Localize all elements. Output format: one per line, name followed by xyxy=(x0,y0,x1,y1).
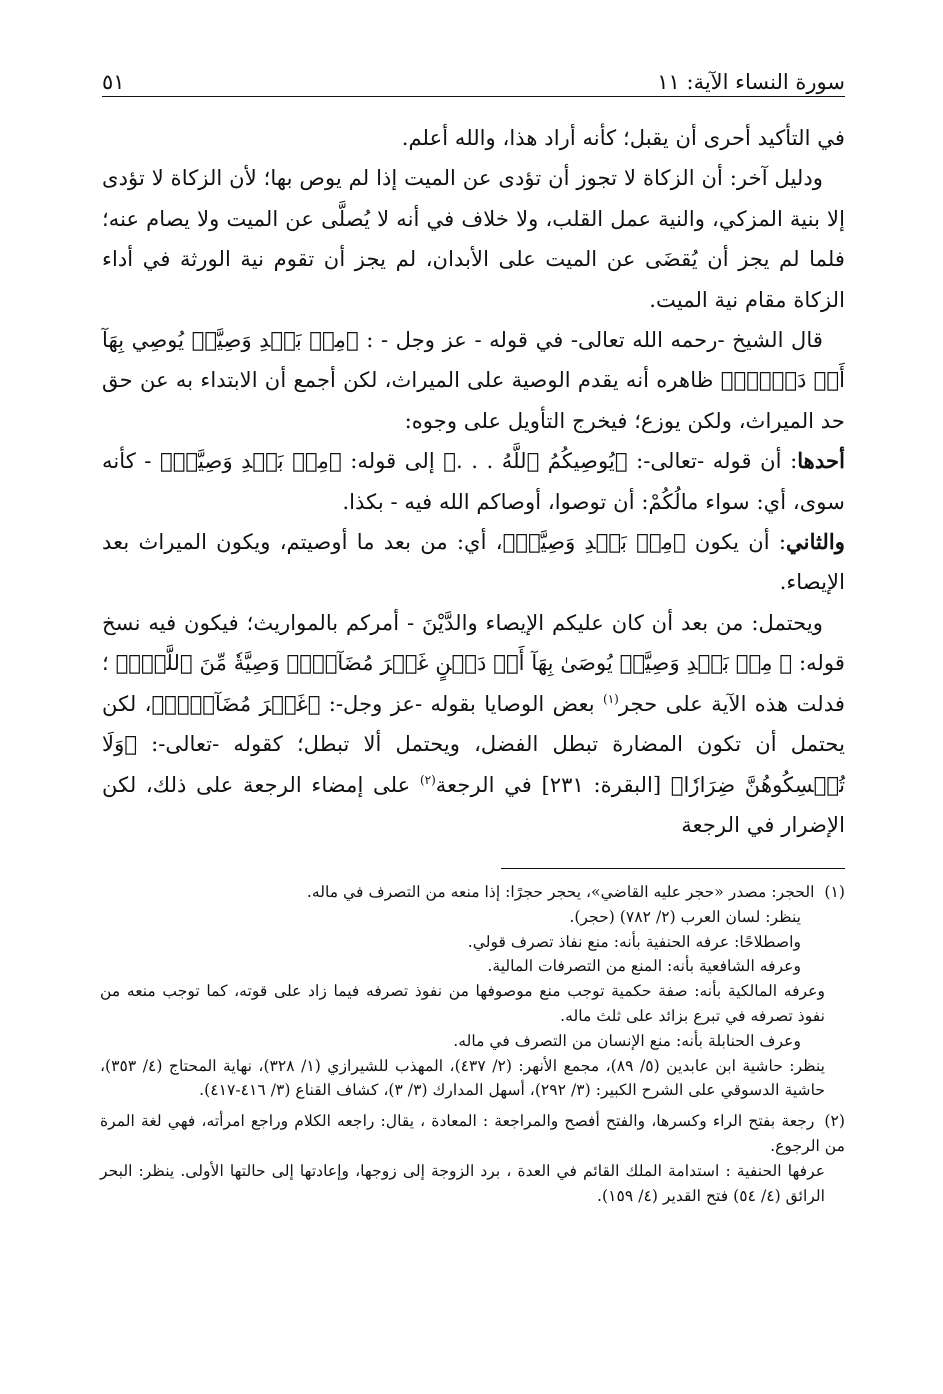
quran-verse: ﴿وَلَا تُمۡسِكُوهُنَّ ضِرَارٗا﴾ xyxy=(102,731,845,797)
page-number: ٥١ xyxy=(102,70,125,94)
footnote-number: (٢) xyxy=(824,1112,845,1131)
footnote xyxy=(100,1109,845,1159)
paragraph-text: ، لكن يحتمل أن تكون المضارة تبطل الفضل، ويحتمل ألا تبطل؛ كقوله -تعالى-: xyxy=(102,690,845,757)
footnote-text: رجعة بفتح الراء وكسرها، والفتح أفصح والمراجعة : المعادة ، يقال: راجعه الكلام وراجع امرأته، فهي لغة المرة من الرجوع. xyxy=(100,1112,845,1155)
footnote-line: وعرفه المالكية بأنه: صفة حكمية توجب منع موصوفها من نفوذ تصرفه فيما زاد على قوته، كما توجب منعه من نفوذ تصرفه في تبرع بزائد على ثلث ماله. xyxy=(100,982,825,1025)
footnote-ref[interactable]: (١) xyxy=(603,691,619,706)
paragraph-text: بعض الوصايا بقوله -عز وجل-: xyxy=(328,690,595,716)
quran-verse: ﴿مِنۢ بَعۡدِ وَصِيَّةٖ﴾ xyxy=(502,529,686,555)
footnote-separator xyxy=(501,868,845,869)
header-rule xyxy=(102,96,845,97)
quran-verse: ﴿مِنۢ بَعۡدِ وَصِيَّةٖ يُوصِي بِهَآ أَوۡ دَيۡنٍۗ﴾ xyxy=(102,327,845,393)
footnote xyxy=(100,880,845,905)
paragraph-text: ودليل آخر: أن الزكاة لا تجوز أن تؤدى عن الميت إذا لم يوص بها؛ لأن الزكاة لا تؤدى إلا بنية المزكي، والنية عمل القلب، ولا خلاف في أنه لا يُصلَّى عن الميت ولا يصام عنه؛ فلما لم يجز أن يُقضَى عن الميت على الأبدان، لم يجز أن تقوم نية الورثة في أداء الزكاة مقام نية الميت. xyxy=(102,165,845,312)
paragraph-text: [البقرة: ٢٣١] في الرجعة xyxy=(435,771,662,797)
paragraph xyxy=(102,158,845,320)
footnote-line: واصطلاحًا: عرفه الحنفية بأنه: منع نفاذ تصرف قولي. xyxy=(467,932,801,951)
paragraph-text: ويحتمل: من بعد أن كان عليكم الإيصاء والدَّيْنَ - أمركم بالمواريث؛ فيكون فيه نسخ قوله: xyxy=(102,609,845,676)
footnote-ref[interactable]: (٢) xyxy=(419,772,436,787)
footnote-number: (١) xyxy=(824,883,845,901)
section-label: أحدها xyxy=(797,448,845,474)
paragraph xyxy=(102,320,845,441)
footnote-line: ينظر: لسان العرب (٢/ ٧٨٢) (حجر). xyxy=(569,907,801,926)
footnote-line: ينظر: حاشية ابن عابدين (٥/ ٨٩)، مجمع الأنهر: (٢/ ٤٣٧)، المهذب للشيرازي (١/ ٣٢٨)، نهاية المحتاج (٤/ ٣٥٣)، حاشية الدسوقي على الشرح الكبير: (٣/ ٢٩٢)، أسهل المدارك (٣/ ٣)، كشاف القناع (٣/ ٤١٦-٤١٧). xyxy=(100,1056,825,1100)
paragraph-text: ظاهره أنه يقدم الوصية على الميراث، لكن أجمع أن الابتداء به عن حق حد الميراث، ولكن يوزع؛ فيخرج التأويل على وجوه: xyxy=(102,367,845,433)
footnote-line: عرفها الحنفية : استدامة الملك القائم في العدة ، برد الزوجة إلى زوجها، وإعادتها إلى حالتها الأولى. ينظر: البحر الرائق (٤/ ٥٤) فتح القدير (٤/ ١٥٩). xyxy=(100,1161,825,1205)
main-text xyxy=(102,118,845,845)
paragraph-text: ؛ فدلت هذه الآية على حجر xyxy=(102,650,845,716)
footnotes xyxy=(100,880,845,1208)
paragraph-text: قال الشيخ -رحمه الله تعالى- في قوله - عز وجل - : xyxy=(366,327,823,353)
footnote-text: الحجر: مصدر «حجر عليه القاضي»، يحجر حجرًا: إذا منعه من التصرف في ماله. xyxy=(306,883,815,901)
paragraph-text: ، أي: من بعد ما أوصيتم، ويكون الميراث بعد الإيصاء. xyxy=(102,529,845,595)
paragraph xyxy=(102,118,845,158)
paragraph xyxy=(102,441,845,522)
section-label: والثاني xyxy=(786,529,845,555)
quran-verse: ﴿غَيۡرَ مُضَآرّٖۚ﴾ xyxy=(151,690,321,716)
paragraph-text: في التأكيد أحرى أن يقبل؛ كأنه أراد هذا، والله أعلم. xyxy=(401,125,845,150)
chapter-title: سورة النساء الآية: ١١ xyxy=(657,70,845,94)
paragraph-text: : أن قوله -تعالى-: xyxy=(636,448,798,474)
paragraph-text: على إمضاء الرجعة على ذلك، لكن الإضرار في الرجعة xyxy=(102,771,845,837)
paragraph-text: إلى قوله: xyxy=(350,448,435,474)
quran-verse: ﴿يُوصِيكُمُ ٱللَّهُ . . .﴾ xyxy=(443,448,628,474)
quran-verse: ﴿مِنۢ بَعۡدِ وَصِيَّةٖ﴾ xyxy=(159,448,342,474)
paragraph xyxy=(102,522,845,603)
paragraph-text: - كأنه سوى، أي: سواء مالُكُمْ: أن توصوا، أوصاكم الله فيه - بكذا. xyxy=(102,448,845,514)
footnote-line: وعرف الحنابلة بأنه: منع الإنسان من التصرف في ماله. xyxy=(453,1031,801,1050)
running-header xyxy=(102,56,845,94)
quran-verse: ﴿ مِنۢ بَعۡدِ وَصِيَّةٖ يُوصَىٰ بِهَآ أَوۡ دَيۡنٍ غَيۡرَ مُضَآرّٖۚ وَصِيَّةٗ مِّنَ ٱللَّهِۗ﴾ xyxy=(115,650,793,676)
paragraph xyxy=(102,603,845,845)
paragraph-text: : أن يكون xyxy=(694,529,787,555)
footnote-line: وعرفه الشافعية بأنه: المنع من التصرفات المالية. xyxy=(487,957,801,976)
